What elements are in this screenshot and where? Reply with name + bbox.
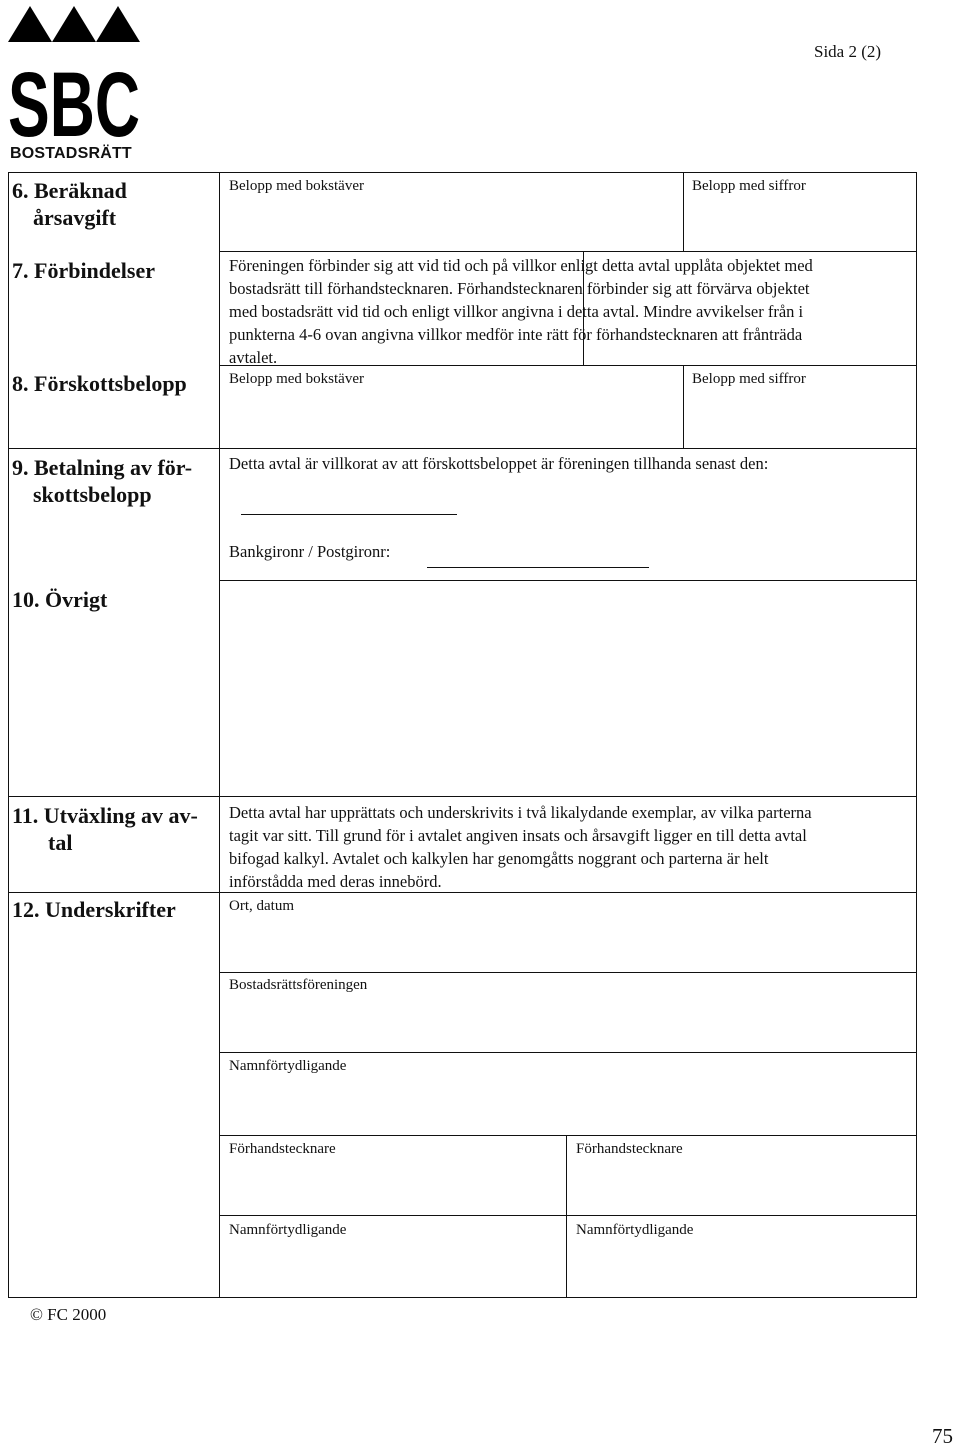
s10-free-text-area[interactable]	[221, 582, 915, 794]
logo-roof-3	[96, 6, 140, 42]
s8-amount-digits-label: Belopp med siffror	[692, 371, 806, 387]
s12-forening-label: Bostadsrättsföreningen	[229, 977, 368, 993]
s6-amount-digits-label: Belopp med siffror	[692, 178, 806, 194]
s11-line-3: bifogad kalkyl. Avtalet och kalkylen har genomgåtts noggrant och parterna är helt	[229, 849, 769, 868]
section-11-text	[229, 801, 909, 893]
s12-namn-right-label: Namnförtydligande	[576, 1222, 694, 1238]
section-6-title-line1: 6. Beräknad	[12, 178, 127, 203]
logo-roof-2	[52, 6, 96, 42]
s11-line-2: tagit var sitt. Till grund för i avtalet angiven insats och årsavgift ligger en till detta avtal	[229, 826, 807, 845]
divider-tecknare-namn	[219, 1215, 917, 1216]
section-9-title-line1: 9. Betalning av för-	[12, 455, 193, 480]
section-6-title-line2: årsavgift	[33, 205, 117, 230]
section-10-title: 10. Övrigt	[12, 587, 108, 612]
s6-digits-divider	[683, 172, 684, 251]
s11-line-4: införstådda med deras innebörd.	[229, 872, 442, 891]
section-11-title-line1: 11. Utväxling av av-	[12, 803, 198, 828]
s7-line-3: med bostadsrätt vid tid och enligt villkor angivna i detta avtal. Mindre avvikelser från i	[229, 302, 804, 321]
s9-date-line[interactable]	[241, 514, 457, 515]
section-9-title	[12, 454, 192, 508]
divider-10-11	[8, 796, 917, 797]
section-12-title: 12. Underskrifter	[12, 897, 176, 922]
s6-amount-words-label: Belopp med bokstäver	[229, 178, 364, 194]
divider-9-10	[219, 580, 917, 581]
logo-letters: SBC	[8, 54, 140, 156]
divider-forening-namn	[219, 1052, 917, 1053]
section-7-title: 7. Förbindelser	[12, 258, 155, 283]
section-7-text	[229, 254, 909, 369]
s8-amount-words-label: Belopp med bokstäver	[229, 371, 364, 387]
sbc-logo	[8, 6, 148, 164]
s7-line-5: avtalet.	[229, 348, 278, 367]
s7-line-1: Föreningen förbinder sig att vid tid och på villkor enligt detta avtal upplåta objektet med	[229, 256, 813, 275]
s9-giro-label: Bankgironr / Postgironr:	[229, 542, 391, 561]
s8-digits-divider	[683, 365, 684, 448]
s7-line-2: bostadsrätt till förhandstecknaren. Förhandstecknaren förbinder sig att förvärva objektet	[229, 279, 810, 298]
s12-namn-label: Namnförtydligande	[229, 1058, 347, 1074]
s9-giro-line[interactable]	[427, 567, 649, 568]
s12-namn-left-label: Namnförtydligande	[229, 1222, 347, 1238]
s12-ort-datum-label: Ort, datum	[229, 898, 294, 914]
divider-8-9	[8, 448, 917, 449]
copyright-notice: © FC 2000	[30, 1305, 107, 1324]
s11-line-1: Detta avtal har upprättats och underskrivits i två likalydande exemplar, av vilka parterna	[229, 803, 812, 822]
label-column-divider	[219, 172, 220, 1298]
divider-ort-forening	[219, 972, 917, 973]
page-number: 75	[932, 1424, 953, 1448]
s7-line-4: punkterna 4-6 ovan angivna villkor medför inte rätt för förhandstecknaren att frånträda	[229, 325, 803, 344]
section-11-title	[12, 802, 198, 856]
section-6-title	[12, 177, 127, 231]
s9-text: Detta avtal är villkorat av att förskottsbeloppet är föreningen tillhanda senast den:	[229, 454, 769, 473]
section-9-title-line2: skottsbelopp	[33, 482, 152, 507]
section-11-title-line2: tal	[48, 830, 73, 855]
logo-roof-1	[8, 6, 52, 42]
s12-tecknare-left-label: Förhandstecknare	[229, 1141, 336, 1157]
divider-namn-tecknare	[219, 1135, 917, 1136]
brand-subtitle: BOSTADSRÄTT	[10, 145, 132, 162]
s12-tecknare-right-label: Förhandstecknare	[576, 1141, 683, 1157]
signature-split	[566, 1135, 567, 1298]
section-8-title: 8. Förskottsbelopp	[12, 371, 187, 396]
page-indicator: Sida 2 (2)	[814, 42, 882, 61]
divider-6-7	[219, 251, 917, 252]
